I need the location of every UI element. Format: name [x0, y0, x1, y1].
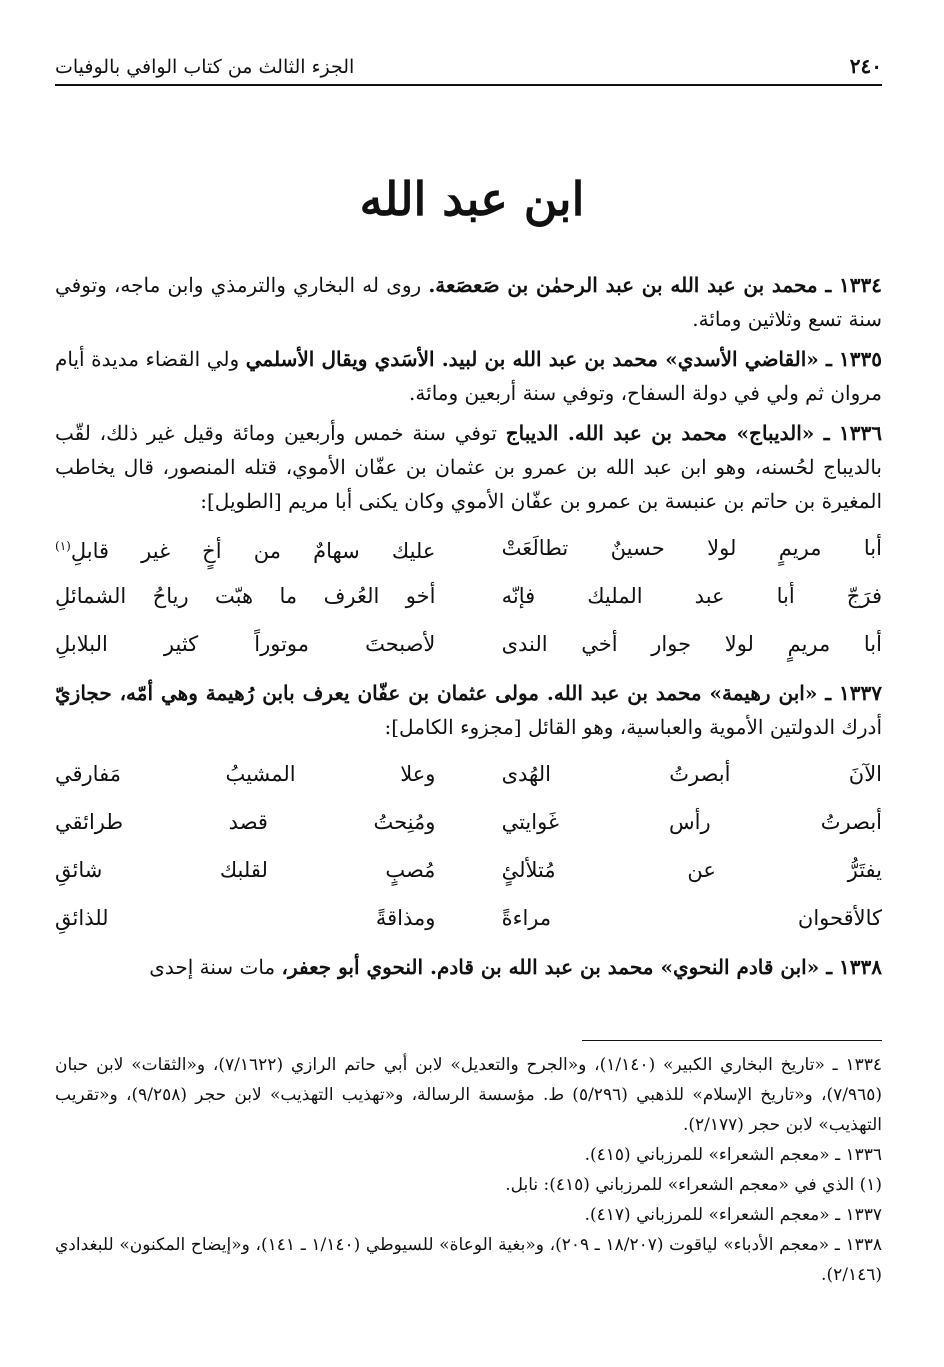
verse: [55, 620, 882, 668]
verse: [55, 572, 882, 620]
entry-heading: ١٣٣٧ ـ «ابن رهيمة» محمد بن عبد الله. مولى عثمان بن عفّان يعرف بابن رُهيمة وهي أمّه، حجازيّ: [55, 681, 882, 705]
entry-heading: ١٣٣٦ ـ «الديباج» محمد بن عبد الله. الديباج: [505, 421, 882, 445]
verse-first-hemistich: كالأقحوان مراءةً: [501, 906, 882, 930]
verse-first-hemistich: أبصرتُ رأس غَوايتي: [501, 810, 882, 834]
verse: [55, 524, 882, 572]
verse-first-hemistich: فرَجّ أبا عبد المليك فإنّه: [501, 584, 882, 608]
verse-second-hemistich: لأصبحتَ موتوراً كثير البلابلِ: [55, 632, 436, 656]
section-title: ابن عبد الله: [359, 172, 585, 226]
entry-text: ولي القضاء مديدة أيام مروان ثم ولي في دولة السفاح، وتوفي سنة أربعين ومائة.: [55, 347, 882, 405]
verse-second-hemistich: [55, 529, 435, 568]
footnotes: [55, 1050, 882, 1290]
entry-heading: ١٣٣٨ ـ «ابن قادم النحوي» محمد بن عبد الله بن قادم. النحوي أبو جعفر،: [281, 955, 882, 979]
footnote: ١٣٣٧ ـ «معجم الشعراء» للمرزباني (٤١٧).: [584, 1205, 882, 1225]
verse-second-hemistich: وعلا المشيبُ مَفارقي: [55, 762, 436, 786]
hemistich-text: عليك سهامٌ من أخٍ غير قابلِ: [70, 538, 436, 563]
footnote-marker: (١): [55, 538, 71, 553]
running-header: [55, 50, 882, 86]
footnote: ١٣٣٨ ـ «معجم الأدباء» لياقوت (١٨/٢٠٧ ـ ٢٠٩)، و«بغية الوعاة» للسيوطي (١/١٤٠ ـ ١٤١)، و«إيضاح المكنون» للبغدادي (٢/١٤٦).: [55, 1235, 882, 1285]
entry-1334: [55, 268, 882, 336]
footnote: ١٣٣٦ ـ «معجم الشعراء» للمرزباني (٤١٥).: [584, 1145, 882, 1165]
verse-first-hemistich: يفتَرُّ عن مُتلألئٍ: [501, 858, 882, 882]
poem-tawil: [55, 524, 882, 668]
entry-text: روى له البخاري والترمذي وابن ماجه، وتوفي سنة تسع وثلاثين ومائة.: [55, 273, 882, 331]
footnote: ١٣٣٤ ـ «تاريخ البخاري الكبير» (١/١٤٠)، و«الجرح والتعديل» لابن أبي حاتم الرازي (٧/١٦٢٢)، و«الثقات» لابن حبان (٧/٩٦٥)، و«تاريخ الإسلام» للذهبي (٥/٢٩٦) ط. مؤسسة الرسالة، و«تهذيب التهذيب» لابن حجر (٩/٢٥٨)، و«تقريب التهذيب» لابن حجر (٢/١٧٧).: [55, 1055, 882, 1135]
verse-second-hemistich: مُصبٍ لقلبك شائقِ: [55, 858, 436, 882]
entry-1335: [55, 342, 882, 410]
entry-text: أدرك الدولتين الأموية والعباسية، وهو القائل [مجزوء الكامل]:: [384, 715, 882, 739]
footnote: (١) الذي في «معجم الشعراء» للمرزباني (٤١٥): نابل.: [505, 1175, 882, 1195]
verse-first-hemistich: أبا مريمٍ لولا حسينٌ تطالَعَتْ: [501, 536, 882, 560]
entry-1336: [55, 416, 882, 518]
verse-first-hemistich: الآنَ أبصرتُ الهُدى: [501, 762, 882, 786]
entry-heading: ١٣٣٥ ـ «القاضي الأسدي» محمد بن عبد الله بن لبيد. الأسَدي ويقال الأسلمي: [245, 347, 882, 371]
entry-1338: [55, 950, 882, 984]
entry-heading: ١٣٣٤ ـ محمد بن عبد الله بن عبد الرحمٰن بن صَعصَعة.: [428, 273, 882, 297]
running-title: الجزء الثالث من كتاب الوافي بالوفيات: [55, 56, 355, 78]
verse-second-hemistich: ومُنِحتُ قصد طرائقي: [55, 810, 436, 834]
entry-text: توفي سنة خمس وأربعين ومائة وقيل غير ذلك، لقّب بالديباج لحُسنه، وهو ابن عبد الله بن عمرو بن عثمان بن عفّان الأموي، قتله المنصور، قال يخاطب المغيرة بن حاتم بن عنبسة بن عمرو بن عفّان الأموي وكان يكنى أبا مريم [الطويل]:: [55, 421, 882, 513]
footnote-divider: [582, 1040, 882, 1041]
verse: [55, 846, 882, 894]
page-number: ٢٤٠: [849, 54, 882, 78]
poem-kamil: [55, 750, 882, 942]
verse-first-hemistich: أبا مريمٍ لولا جوار أخي الندى: [501, 632, 882, 656]
verse-second-hemistich: أخو العُرف ما هبّت رياحُ الشمائلِ: [55, 584, 436, 608]
entry-text: مات سنة إحدى: [149, 955, 282, 979]
verse-second-hemistich: ومذاقةً للذائقِ: [55, 906, 436, 930]
entry-1337: [55, 676, 882, 744]
verse: [55, 894, 882, 942]
verse: [55, 750, 882, 798]
verse: [55, 798, 882, 846]
main-text: [55, 268, 882, 990]
